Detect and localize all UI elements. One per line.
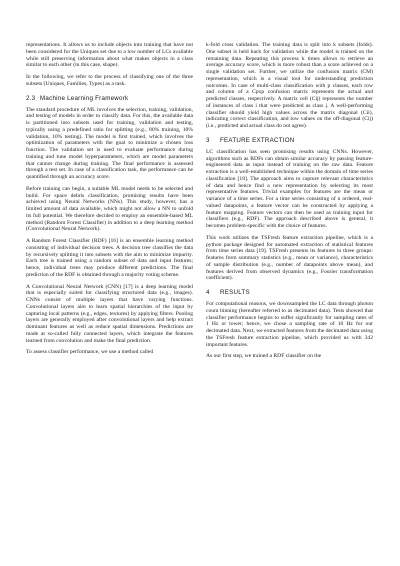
paragraph: In the following, we refer to the process of classifying one of the three subsets (Uniques, Families, Types) as a task.: [26, 74, 193, 87]
section-number: 2.3: [26, 94, 36, 102]
left-column: [26, 42, 193, 365]
section-title: FEATURE EXTRACTION: [220, 136, 295, 144]
two-column-body: [26, 42, 374, 365]
paragraph: representations. It allows us to include objects into training that have not been considered for the Uniques set due to a low number of LCs available while still preserving information about what makes objects in a class similar to each other (in this case, shape).: [26, 42, 193, 69]
paragraph: A Random Forest Classifier (RDF) [16] is an ensemble learning method consisting of individual decision trees. A decision tree classifies the data by recursively splitting it into subsets with the aim to minimize impurity. Each tree is trained using a random subset of data and input features; hence, individual trees may produce different predictions. The final prediction of the RDF is obtained through a majority voting scheme.: [26, 238, 193, 278]
section-heading: [26, 95, 193, 102]
paragraph: To assess classifier performance, we use a method called: [26, 349, 154, 356]
section-title: Machine Learning Framework: [40, 94, 129, 102]
paragraph: As our first step, we trained a RDF classifier on the: [206, 353, 322, 360]
section-heading: [206, 137, 373, 144]
paragraph: LC classification has seen promising results using CNNs. However, algorithms such as RDFs can obtain similar accuracy by passing feature-engineered data as input instead of training on the raw data. Feature extraction is a well-established technique within the domain of time series classification [18]. The approach aims to capture relevant characteristics of data and hence find a new representation by selecting its most representative features. Trivial examples for features are the mean or variance of a time series. For a time series consisting of n ordered, real-valued datapoints, a feature vector can be constructed by applying a feature mapping. Feature vectors can then be used as training input for classifiers (e.g., RDF). The approach described above is general, it becomes problem-specific with the choice of features.: [206, 148, 373, 229]
paragraph: Before training can begin, a suitable ML model needs to be selected and build. For space debris classification, promising results have been achieved using Neural Networks (NNs). This study, however, has a limited amount of data available, which might not allow a NN to unfold its full potential. We therefore decided to employ an ensemble-based ML method (Random Forest Classifier) in addition to a deep learning method (Convolutional Neural Network).: [26, 185, 193, 233]
right-column: [206, 42, 373, 365]
section-title: RESULTS: [220, 289, 250, 296]
paragraph: This work utilizes the TSFresh feature extraction pipeline, which is a python package designed for automated extraction of statistical features from time series data [19]. TSFresh presents its features in three groups: features from summary statistics (e.g., mean or variance), characteristics of sample distribution (e.g., number of datapoints above mean), and features derived from observed dynamics (e.g., Fourier transformation coefficient).: [206, 234, 373, 282]
section-heading: [206, 289, 373, 296]
section-number: 3: [206, 136, 210, 144]
section-number: 4: [206, 289, 210, 296]
paragraph: For computational reasons, we downsampled the LC data through photon count binning (hereafter referred to as decimated data). Tests showed that classifier performance begins to suffer significantly for sampling rates of 1 Hz or lower; hence, we chose a sampling rate of 10 Hz for our decimated data. Next, we extracted features from the decimated data using the TSFresh feature extraction pipeline, which provided us with 342 important features.: [206, 301, 373, 348]
paragraph: The standard procedure of ML involves the selection, training, validation, and testing of models in order to classify data. For this, the available data is partitioned into subsets used for training, validation and testing, typically using a predefined ratio for splitting (e.g., 80% training, 10% validation, 10% testing). The model is first trained, which involves the optimization of parameters with the goal to minimize a chosen loss function. The validation set is used to evaluate performance during training and tune model hyperparameters, which are model parameters that cannot change during training. The final performance is assessed through a test set. In case of a classification task, the performance can be quantified through an accuracy score.: [26, 106, 193, 180]
paragraph: A Convolutional Neural Network (CNN) [17] is a deep learning model that is especially suited for classifying structured data (e.g., images). CNNs consist of multiple layers that have varying functions. Convolutional layers aim to learn spatial hierarchies of the input by capturing local patterns (e.g., edges, textures) by applying filters. Pooling layers are generally employed after convolutional layers and help extract dominant features as well as reduce spatial dimensions. Predictions are made at so-called fully connected layers, which integrate the features learned from convolution and make the final prediction.: [26, 283, 193, 344]
paragraph: k-fold cross validation. The training data is split into k subsets (folds). One subset is held back for validation while the model is trained on the remaining data. Repeating this process k times allows to retrieve an average accuracy score, which is more robust than a score achieved on a single validation set. Further, we utilize the confusion matrix (CM) representation, which is a visual tool for understanding prediction outcomes. In case of multi-class classification with p classes, each row and column of a Cpxp confusion matrix represents the actual and predicted classes, respectively. A matrix cell (Cij) represents the number of instances of class i that were predicted as class j. A well-performing classifier should yield high values across the matrix diagonal (Cii), indicating correct classification, and low values on the off-diagonal (Cij) (i.e., predicted and actual class do not agree).: [206, 42, 373, 129]
